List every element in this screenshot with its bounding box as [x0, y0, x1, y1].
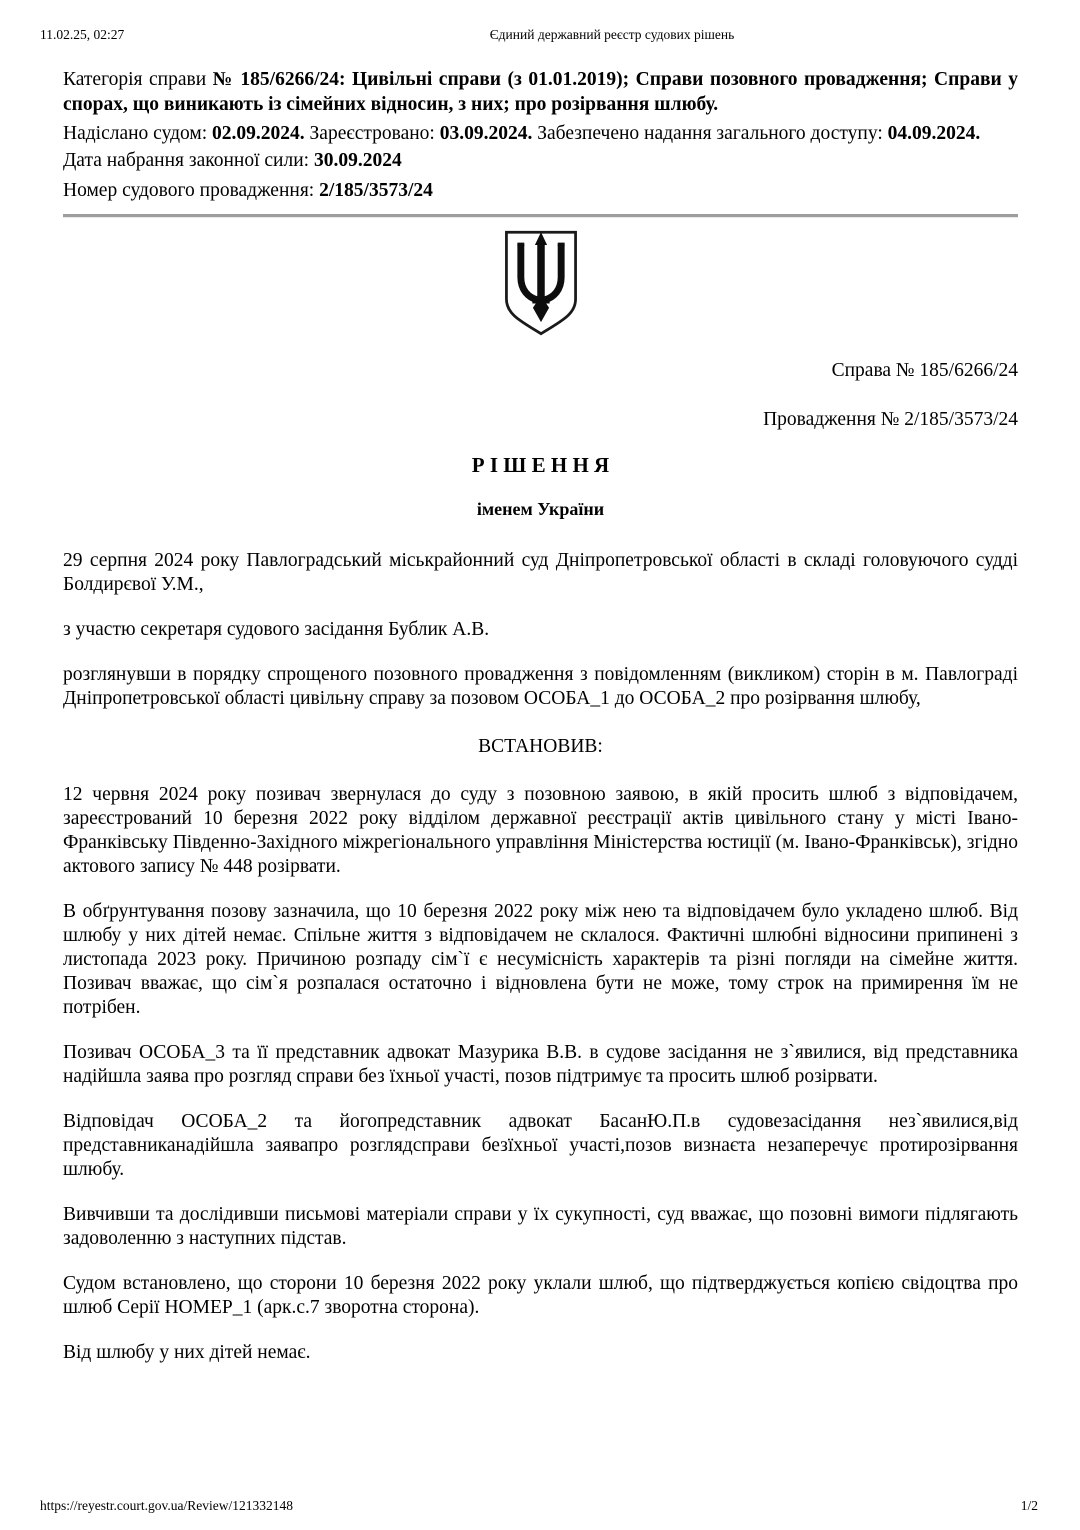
page-indicator: 1/2: [1020, 1498, 1038, 1513]
document-body: [63, 47, 1018, 1386]
registry-title: Єдиний державний реєстр судових рішень: [489, 27, 735, 42]
proceeding-line: Провадження № 2/185/3573/24: [763, 409, 1018, 430]
source-url: https://reyestr.court.gov.ua/Review/121332148: [40, 1498, 293, 1513]
registered-date: 03.09.2024.: [439, 123, 533, 144]
proceeding-number-label: Номер судового провадження:: [63, 180, 320, 201]
access-date: 04.09.2024.: [887, 123, 981, 144]
legal-force-date: 30.09.2024: [313, 150, 402, 171]
legal-force-label: Дата набрання законної сили:: [63, 150, 314, 171]
body-paragraph: 12 червня 2024 року позивач звернулася до суду з позовною заявою, в якій просить шлюб з відповідачем, зареєстрований 10 березня 2022 року відділом державної реєстрації актів цивільного стану у місті Івано-Франківську Південно-Західного міжрегіонального управління Міністерства юстиції (м. Івано-Франківськ), згідно актового запису № 448 розірвати.: [63, 784, 1018, 877]
print-timestamp: 11.02.25, 02:27: [40, 27, 125, 42]
access-label: Забезпечено надання загального доступу:: [532, 123, 888, 144]
body-paragraph: В обґрунтування позову зазначила, що 10 березня 2022 року між нею та відповідачем було укладено шлюб. Від шлюбу у них дітей немає. Спільне життя з відповідачем не склалося. Фактичні шлюбні відносини припинені з листопада 2023 року. Причиною розпаду сім`ї є несумісність характерів та різні погляди на сімейне життя. Позивач вважає, що сім`я розпалася остаточно і відновлена бути не може, тому строк на примирення їм не потрібен.: [63, 901, 1018, 1018]
case-category-value: № 185/6266/24: Цивільні справи (з 01.01.2019); Справи позовного провадження; Справи у спорах, що виникають із сімейних відносин, з них; про розірвання шлюбу.: [63, 69, 1018, 115]
print-footer: [40, 1498, 1038, 1514]
body-paragraph: Позивач ОСОБА_3 та її представник адвокат Мазурика В.В. в судове засідання не з`явилися, від представника надійшла заява про розгляд справи без їхньої участі, позов підтримує та просить шлюб розірвати.: [63, 1042, 1018, 1087]
decision-text: [63, 549, 1018, 1365]
decision-title: Р І Ш Е Н Н Я: [471, 453, 610, 477]
intro-paragraph: 29 серпня 2024 року Павлоградський міськрайонний суд Дніпропетровської області в складі головуючого судді Болдирєвої У.М.,: [63, 550, 1018, 595]
print-header: [0, 27, 1080, 47]
case-number-line: Справа № 185/6266/24: [831, 360, 1018, 381]
proceeding-number-line: [63, 178, 1018, 203]
body-paragraph: Вивчивши та дослідивши письмові матеріали справи у їх сукупності, суд вважає, що позовні вимоги підлягають задоволенню з наступних підстав.: [63, 1204, 1018, 1249]
legal-force-line: [63, 148, 1018, 173]
section-heading: ВСТАНОВИВ:: [478, 736, 603, 757]
emblem-container: [63, 230, 1018, 336]
intro-paragraph: з участю секретаря судового засідання Бублик А.В.: [63, 619, 490, 640]
case-dates-line: [63, 121, 1018, 146]
horizontal-divider: [63, 214, 1018, 218]
decision-subtitle: іменем України: [476, 499, 605, 519]
body-paragraph: Відповідач ОСОБА_2 та йогопредставник адвокат БасанЮ.П.в судовезасідання нез`явилися,від представниканадійшла заявапро розглядсправи безїхньої участі,позов визнаєта незаперечує протирозірвання шлюбу.: [63, 1111, 1018, 1180]
intro-paragraph: розглянувши в порядку спрощеного позовного провадження з повідомленням (викликом) сторін в м. Павлограді Дніпропетровської області цивільну справу за позовом ОСОБА_1 до ОСОБА_2 про розірвання шлюбу,: [63, 664, 1018, 709]
case-meta-block: [63, 67, 1018, 203]
body-paragraph: Судом встановлено, що сторони 10 березня 2022 року уклали шлюб, що підтверджується копією свідоцтва про шлюб Серії НОМЕР_1 (арк.с.7 зворотна сторона).: [63, 1273, 1018, 1318]
case-category-line: [63, 67, 1018, 117]
registered-label: Зареєстровано:: [304, 123, 440, 144]
case-category-label: Категорія справи: [63, 69, 213, 90]
ukraine-trident-emblem-icon: [502, 230, 580, 336]
proceeding-number-value: 2/185/3573/24: [319, 180, 433, 201]
sent-label: Надіслано судом:: [63, 123, 213, 144]
body-paragraph: Від шлюбу у них дітей немає.: [63, 1342, 311, 1363]
sent-date: 02.09.2024.: [212, 123, 305, 144]
